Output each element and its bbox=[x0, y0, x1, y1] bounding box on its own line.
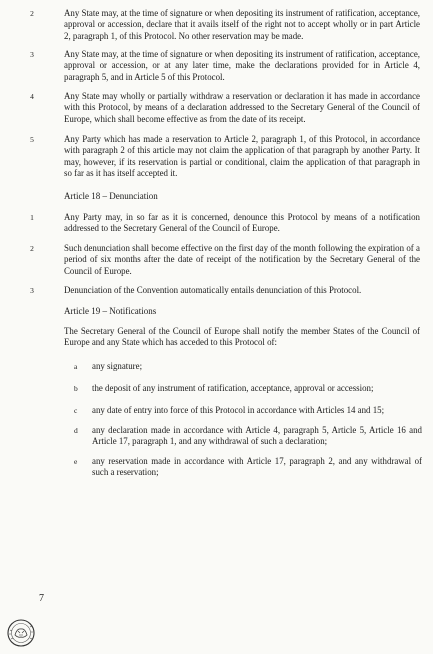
paragraph-number: 2 bbox=[30, 9, 34, 18]
list-item-text: any date of entry into force of this Protocol in accordance with Articles 14 and 15; bbox=[92, 405, 385, 415]
paragraph-text: Any State may, at the time of signature or when depositing its instrument of ratification, acceptance, approval or accession, declare that it avails itself of the right not to accept wholly or in part Article 2, paragraph 1, of this Protocol. No other reservation may be made. bbox=[64, 8, 420, 41]
paragraph-number: 1 bbox=[30, 213, 34, 222]
paragraph-number: 2 bbox=[30, 244, 34, 253]
list-item-text: any declaration made in accordance with Article 4, paragraph 5, Article 5, Article 16 and Article 17, paragraph 1, and any withdrawal of such a declaration; bbox=[92, 425, 422, 447]
list-item-text: the deposit of any instrument of ratification, acceptance, approval or accession; bbox=[92, 383, 374, 393]
paragraph-text: Any State may wholly or partially withdraw a reservation or declaration it has made in accordance with this Protocol, by means of a declaration addressed to the Secretary General of the Council of Europe, which shall become effective as from the date of its receipt. bbox=[64, 91, 420, 124]
paragraph-text: Any Party may, in so far as it is concerned, denounce this Protocol by means of a notification addressed to the Secretary General of the Council of Europe. bbox=[64, 212, 420, 234]
list-letter: a bbox=[74, 362, 78, 371]
page-number: 7 bbox=[39, 593, 44, 604]
list-letter: c bbox=[74, 406, 78, 415]
list-letter: d bbox=[74, 426, 78, 435]
paragraph-text: Such denunciation shall become effective on the first day of the month following the expiration of a period of six months after the date of receipt of the notification by the Secretary General of the Council of Europe. bbox=[64, 243, 420, 276]
paragraph-text: Any Party which has made a reservation to Article 2, paragraph 1, of this Protocol, in accordance with paragraph 2 of this article may not claim the application of that paragraph by another Party. It may, however, if its reservation is partial or conditional, claim the application of that paragraph in so far as it has itself accepted it. bbox=[64, 134, 420, 178]
official-seal-icon bbox=[6, 618, 36, 648]
list-letter: b bbox=[74, 384, 78, 393]
paragraph-number: 3 bbox=[30, 286, 34, 295]
article-18-heading: Article 18 – Denunciation bbox=[64, 191, 158, 201]
paragraph-text: Denunciation of the Convention automatically entails denunciation of this Protocol. bbox=[64, 285, 362, 295]
list-item-text: any signature; bbox=[92, 361, 143, 371]
paragraph-text: The Secretary General of the Council of Europe shall notify the member States of the Council of Europe and any State which has acceded to this Protocol of: bbox=[64, 326, 420, 348]
paragraph-number: 5 bbox=[30, 135, 34, 144]
list-letter: e bbox=[74, 457, 78, 466]
paragraph-number: 4 bbox=[30, 92, 34, 101]
paragraph-text: Any State may, at the time of signature or when depositing its instrument of ratification, acceptance, approval or accession, or at any later time, make the declarations provided for in Article 4, paragraph 5, and in Article 5 of this Protocol. bbox=[64, 49, 420, 82]
article-19-heading: Article 19 – Notifications bbox=[64, 306, 157, 316]
list-item-text: any reservation made in accordance with Article 17, paragraph 2, and any withdrawal of such a reservation; bbox=[92, 456, 422, 478]
paragraph-number: 3 bbox=[30, 50, 34, 59]
